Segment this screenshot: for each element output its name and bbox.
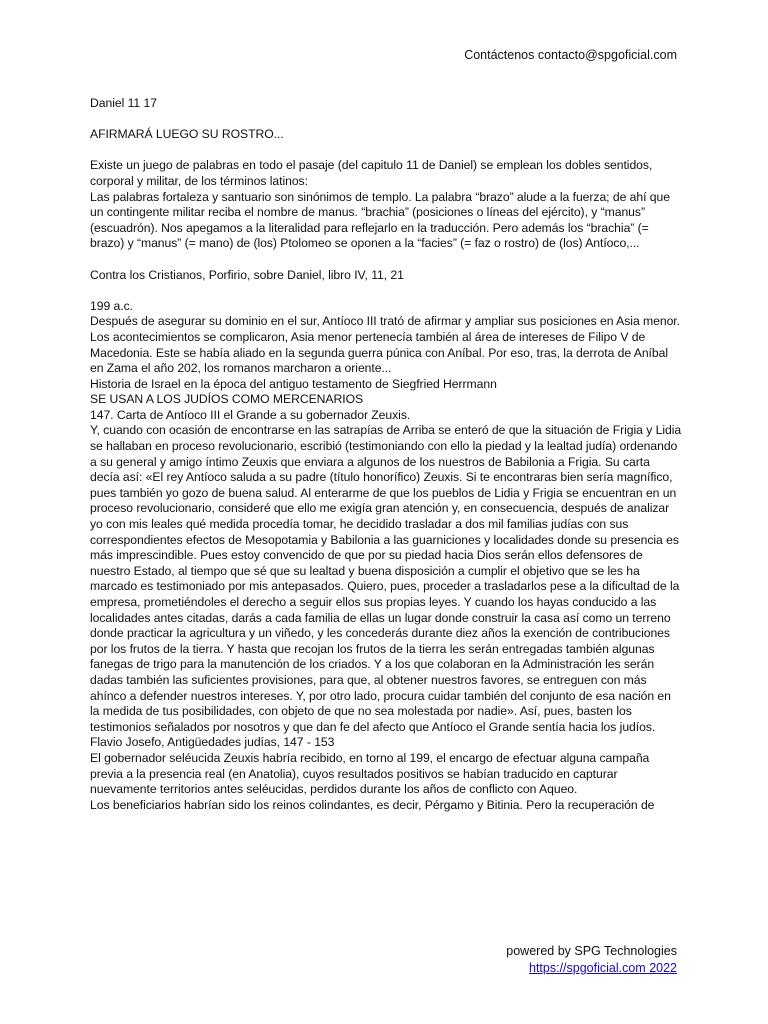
website-link[interactable]: https://spgoficial.com 2022 (529, 961, 677, 975)
document-body (90, 96, 682, 813)
scripture-reference: Daniel 11 17 (90, 96, 157, 110)
footer (506, 943, 677, 977)
header-contact: Contáctenos contacto@spgoficial.com (464, 48, 677, 62)
document-heading: AFIRMARÁ LUEGO SU ROSTRO... (90, 127, 284, 142)
paragraph-letter: Y, cuando con ocasión de encontrarse en las satrapías de Arriba se enteró de que la situación de Frigia y Lidia se hallaban en proceso revolucionario, escribió (testimoniando con ello la piedad y la lealtad judía) ordenando a su general y amigo íntimo Zeuxis que enviara a algunos de los nuestros de Babilonia a Frigia. Su carta decía así: «El rey Antíoco saluda a su padre (título honorífico) Zeuxis. Si te encontraras bien sería magnífico, pues también yo gozo de buena salud. Al enterarme de que los pueblos de Lidia y Frigia se encuentran en un proceso revolucionario, consideré que ello me exigía gran atención y, en consecuencia, después de analizar yo con mis leales qué medida procedía tomar, he decidido trasladar a dos mil familias judías con sus correspondientes efectos de Mesopotamia y Babilonia a las guarniciones y localidades donde su presencia es más imprescindible. Pues estoy convencido de que por su piedad hacia Dios serán ellos defensores de nuestro Estado, al tiempo que sé que su lealtad y buena disposición a cumplir el objetivo que se les ha marcado es testimoniado por mis antepasados. Quiero, pues, proceder a trasladarlos pese a la dificultad de la empresa, prometiéndoles el derecho a seguir ellos sus propias leyes. Y cuando los hayas conducido a las localidades antes citadas, darás a cada familia de ellas un lugar donde construir la casa así como un terreno donde practicar la agricultura y un viñedo, y les concederás durante diez años la exención de contribuciones por los frutos de la tierra. Y hasta que recojan los frutos de la tierra les serán entregadas también algunas fanegas de trigo para la manutención de los criados. Y a los que colaboran en la Administración les serán dadas también las suficientes provisiones, para que, al obtener nuestros favores, se entreguen con más ahínco a defender nuestros intereses. Y, por otro lado, procura cuidar también del conjunto de esa nación en la medida de tus posibilidades, con objeto de que no sea molestada por nadie». Así, pues, basten los testimonios señalados por nosotros y que dan fe del afecto que Antíoco el Grande sentía hacia los judíos. (90, 423, 682, 734)
spacer (90, 252, 682, 268)
source-porfirio: Contra los Cristianos, Porfirio, sobre Daniel, libro IV, 11, 21 (90, 267, 404, 282)
paragraph-beneficiaries: Los beneficiarios habrían sido los reinos colindantes, es decir, Pérgamo y Bitinia. Pero la recuperación de (90, 797, 655, 812)
letter-title: 147. Carta de Antíoco III el Grande a su gobernador Zeuxis. (90, 407, 411, 422)
source-herrmann: Historia de Israel en la época del antiguo testamento de Siegfried Herrmann (90, 376, 497, 391)
spacer (90, 283, 682, 299)
section-title: SE USAN A LOS JUDÍOS COMO MERCENARIOS (90, 392, 364, 407)
spacer (90, 143, 682, 159)
spacer (90, 112, 682, 128)
paragraph-antiochus: Después de asegurar su dominio en el sur, Antíoco III trató de afirmar y ampliar sus posiciones en Asia menor. Los acontecimientos se complicaron, Asia menor pertenecía también al área de intereses de Filipo V de Macedonia. Este se había aliado en la segunda guerra púnica con Aníbal. Por eso, tras, la derrota de Aníbal en Zama el año 202, los romanos marcharon a oriente... (90, 314, 680, 376)
paragraph-zeuxis: El gobernador seléucida Zeuxis habría recibido, en torno al 199, el encargo de efectuar alguna campaña previa a la presencia real (en Anatolia), cuyos resultados positivos se habían traducido en capturar nuevamente territorios antes seléucidas, perdidos durante los años de conflicto con Aqueo. (90, 750, 650, 797)
paragraph-intro: Existe un juego de palabras en todo el pasaje (del capitulo 11 de Daniel) se emplean los dobles sentidos, corporal y militar, de los términos latinos: (90, 158, 653, 188)
source-josefo: Flavio Josefo, Antigüedades judías, 147 - 153 (90, 735, 335, 750)
paragraph-latin-terms: Las palabras fortaleza y santuario son sinónimos de templo. La palabra “brazo” alude a la fuerza; de ahí que un contingente militar reciba el nombre de manus. “brachia” (posiciones o líneas del ejército), y “manus” (escuadrón). Nos apegamos a la literalidad para reflejarlo en la traducción. Pero además los “brachia” (= brazo) y “manus” (= mano) de (los) Ptolomeo se oponen a la “facies” (= faz o rostro) de (los) Antíoco,... (90, 189, 670, 251)
date-line: 199 a.c. (90, 298, 133, 313)
powered-by-text: powered by SPG Technologies (506, 944, 677, 958)
